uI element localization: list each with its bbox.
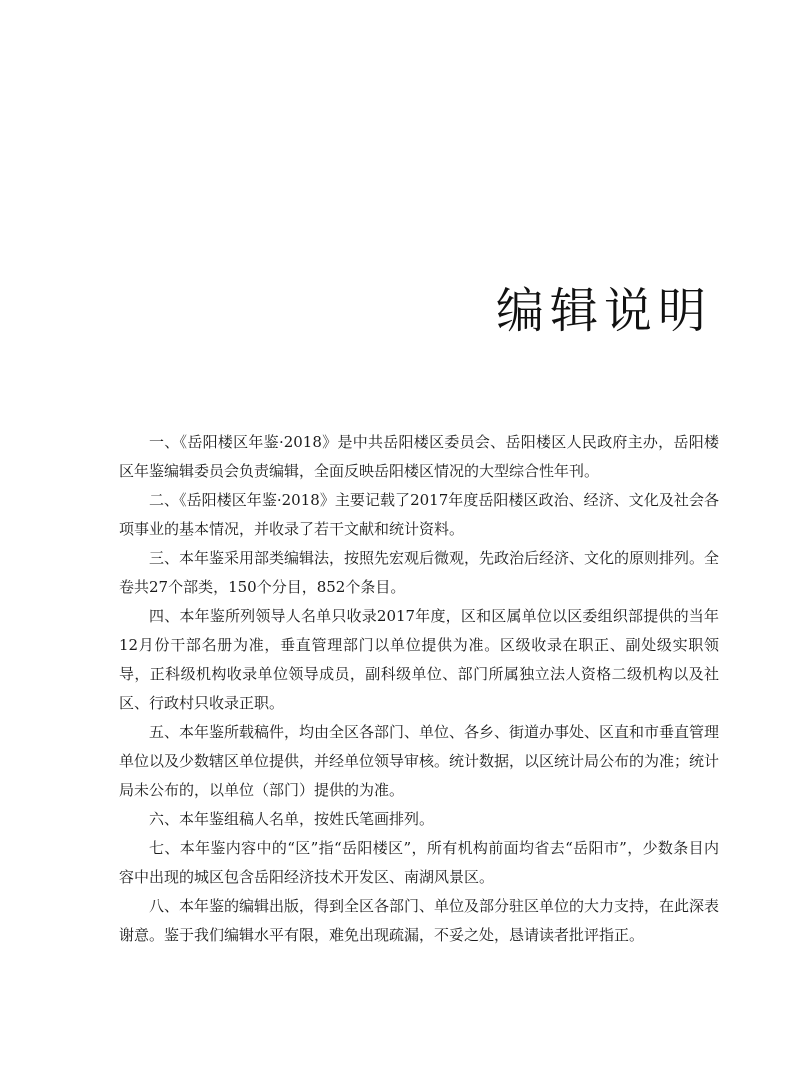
paragraph-6: 六、本年鉴组稿人名单，按姓氏笔画排列。 bbox=[149, 810, 435, 828]
paragraph-8: 八、本年鉴的编辑出版，得到全区各部门、单位及部分驻区单位的大力支持，在此深表谢意。鉴于我们编辑水平有限，难免出现疏漏，不妥之处，恳请读者批评指正。 bbox=[119, 897, 720, 944]
paragraph-3: 三、本年鉴采用部类编辑法，按照先宏观后微观，先政治后经济、文化的原则排列。全卷共27个部类，150个分目，852个条目。 bbox=[119, 549, 720, 596]
paragraph-5: 五、本年鉴所载稿件，均由全区各部门、单位、各乡、街道办事处、区直和市垂直管理单位以及少数辖区单位提供，并经单位领导审核。统计数据，以区统计局公布的为准；统计局未公布的，以单位（部门）提供的为准。 bbox=[119, 723, 720, 799]
paragraph-7: 七、本年鉴内容中的“区”指“岳阳楼区”，所有机构前面均省去“岳阳市”，少数条目内容中出现的城区包含岳阳经济技术开发区、南湖风景区。 bbox=[119, 839, 719, 886]
editorial-notes-body bbox=[119, 428, 719, 950]
paragraph-2: 二、《岳阳楼区年鉴·2018》主要记载了2017年度岳阳楼区政治、经济、文化及社会各项事业的基本情况，并收录了若干文献和统计资料。 bbox=[119, 491, 719, 538]
paragraph-4: 四、本年鉴所列领导人名单只收录2017年度，区和区属单位以区委组织部提供的当年12月份干部名册为准，垂直管理部门以单位提供为准。区级收录在职正、副处级实职领导，正科级机构收录单位领导成员，副科级单位、部门所属独立法人资格二级机构以及社区、行政村只收录正职。 bbox=[119, 607, 719, 712]
page-title: 编辑说明 bbox=[495, 283, 712, 339]
paragraph-1: 一、《岳阳楼区年鉴·2018》是中共岳阳楼区委员会、岳阳楼区人民政府主办，岳阳楼区年鉴编辑委员会负责编辑，全面反映岳阳楼区情况的大型综合性年刊。 bbox=[119, 433, 719, 480]
